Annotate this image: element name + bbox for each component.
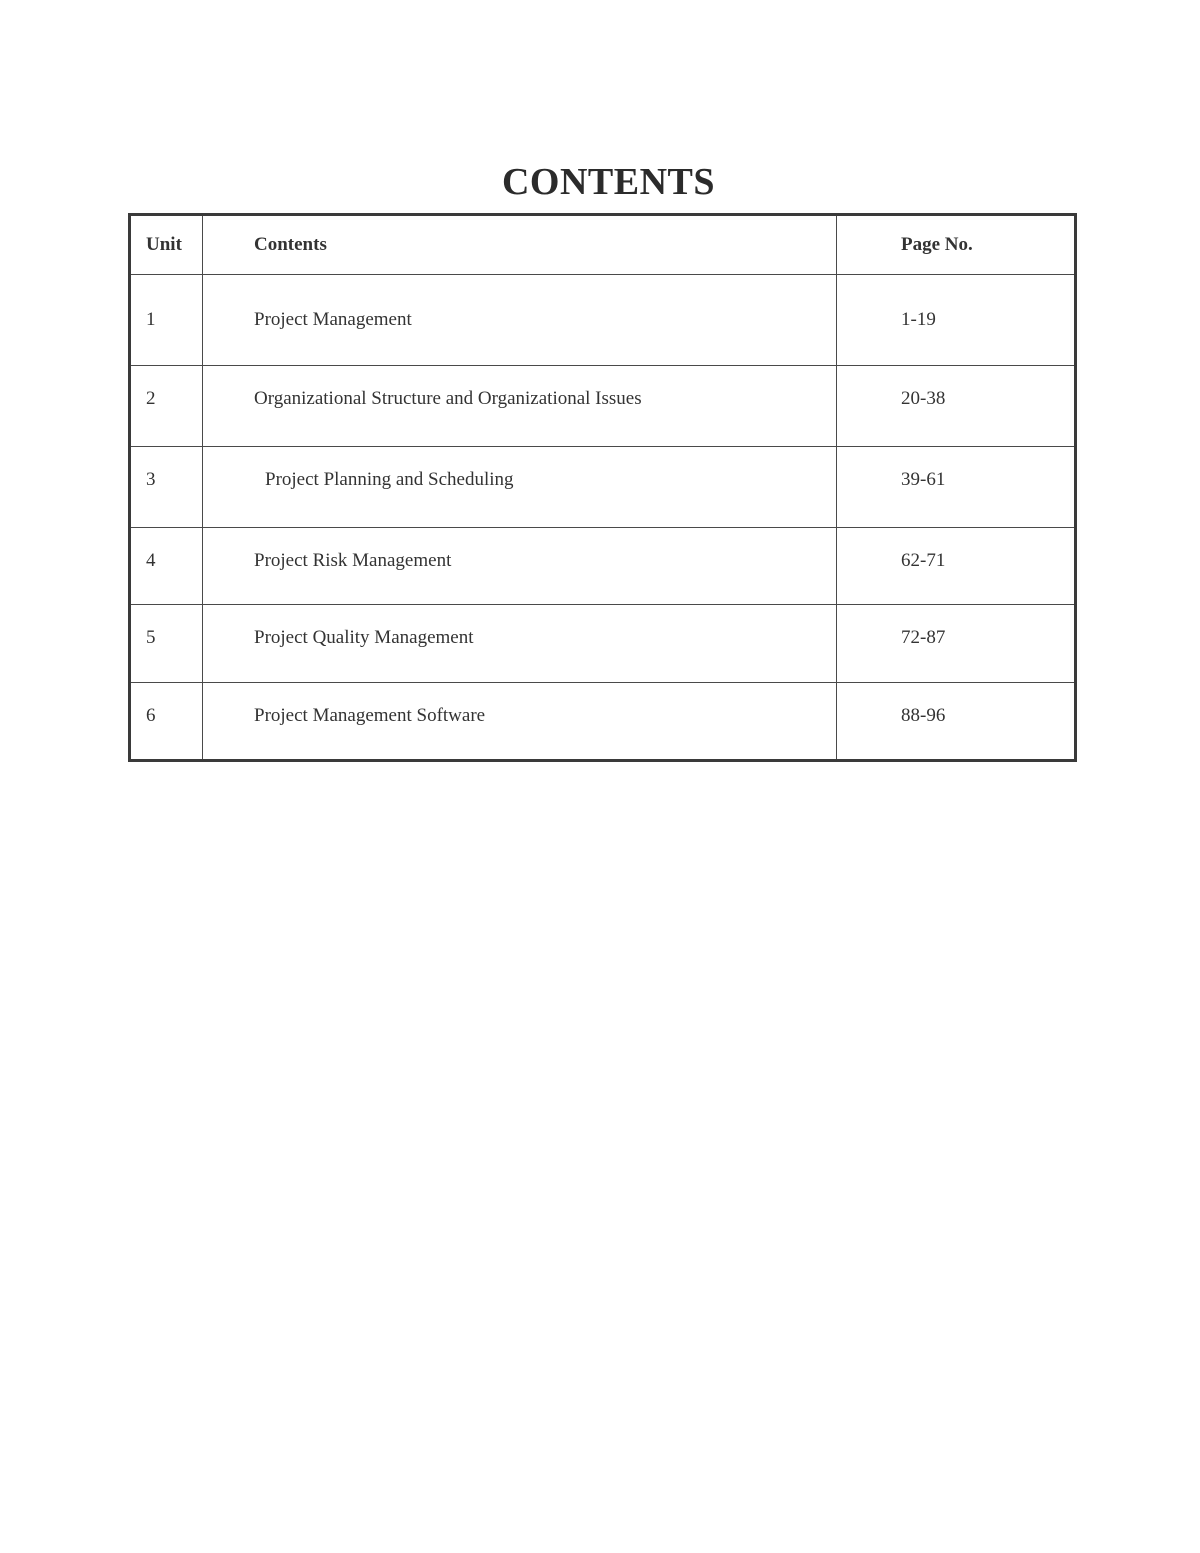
- unit-number: 4: [130, 528, 203, 605]
- table-row: [130, 447, 1076, 528]
- page-range: 88-96: [837, 683, 1076, 761]
- page-range: 1-19: [837, 275, 1076, 366]
- table-row: [130, 528, 1076, 605]
- unit-number: 1: [130, 275, 203, 366]
- table-header-row: [130, 215, 1076, 275]
- table-row: [130, 275, 1076, 366]
- unit-number: 5: [130, 605, 203, 683]
- contents-table: [128, 213, 1077, 762]
- unit-title: Project Planning and Scheduling: [203, 447, 837, 528]
- header-page-no: Page No.: [837, 215, 1076, 275]
- page-range: 62-71: [837, 528, 1076, 605]
- unit-title: Project Risk Management: [203, 528, 837, 605]
- unit-title: Project Management: [203, 275, 837, 366]
- unit-title: Project Quality Management: [203, 605, 837, 683]
- table-row: [130, 683, 1076, 761]
- unit-number: 6: [130, 683, 203, 761]
- page-range: 72-87: [837, 605, 1076, 683]
- page-range: 20-38: [837, 366, 1076, 447]
- page-title: CONTENTS: [501, 161, 716, 203]
- unit-title: Project Management Software: [203, 683, 837, 761]
- unit-title: Organizational Structure and Organizational Issues: [203, 366, 837, 447]
- table-row: [130, 605, 1076, 683]
- unit-number: 3: [130, 447, 203, 528]
- header-unit: Unit: [130, 215, 203, 275]
- header-contents: Contents: [203, 215, 837, 275]
- page-range: 39-61: [837, 447, 1076, 528]
- unit-number: 2: [130, 366, 203, 447]
- table-row: [130, 366, 1076, 447]
